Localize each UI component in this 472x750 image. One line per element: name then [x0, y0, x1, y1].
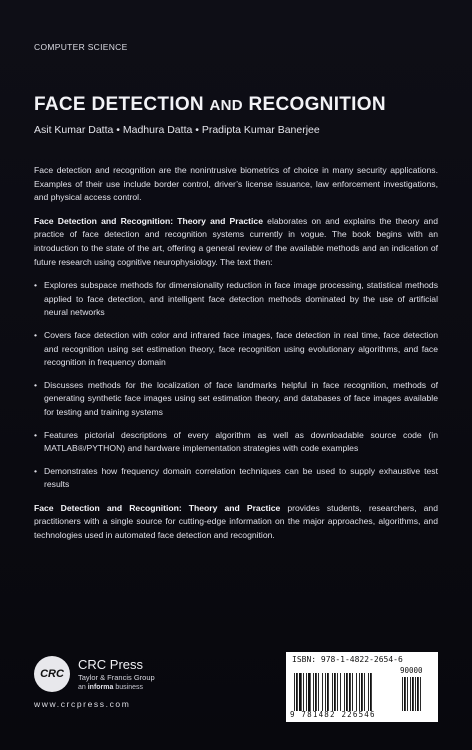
book-title-inline: Face Detection and Recognition: Theory and Practice [34, 215, 263, 226]
barcode-bars-icon [292, 665, 432, 711]
bullet-icon: • [34, 329, 38, 340]
description-body [34, 164, 438, 553]
feature-list [34, 279, 438, 492]
publisher-name: CRC Press [78, 657, 144, 672]
title-part-3: RECOGNITION [242, 94, 386, 115]
barcode-digits: 9 781482 226546 [290, 710, 376, 719]
list-item-text: Discusses methods for the localization of face landmarks helpful in face recognition, methods of generating synthetic face images using set estimation theory, and databases of face images available for testing and training systems [44, 379, 438, 417]
bullet-icon: • [34, 379, 38, 390]
publisher-website-link[interactable]: www.crcpress.com [34, 699, 131, 709]
list-item [34, 329, 438, 370]
business-brand: informa [87, 684, 114, 691]
bullet-icon: • [34, 429, 38, 440]
bullet-icon: • [34, 465, 38, 476]
list-item-text: Covers face detection with color and infrared face images, face detection in real time, face detection and recognition using set estimation theory, face recognition using evolutionary algorithms, and face recognition in frequency domain [44, 329, 438, 368]
business-suffix: business [113, 684, 143, 691]
list-item [34, 429, 438, 456]
overview-paragraph [34, 215, 438, 269]
closing-text: provides students, researchers, and practitioners with a single source for cutting-edge information on the major approaches, algorithms, and technologies used in automated face detection and recognition. [34, 502, 438, 541]
title-part-1: FACE DETECTION [34, 94, 210, 115]
list-item [34, 279, 438, 320]
intro-paragraph: Face detection and recognition are the nonintrusive biometrics of choice in many security applications. Examples of their use include border control, driver’s license issuance, law enforcement investigations, and physical access control. [34, 165, 438, 203]
title-part-2: AND [209, 97, 243, 114]
price-code: 90000 [400, 666, 423, 675]
publisher-group: Taylor & Francis Group [78, 673, 155, 682]
list-item-text: Features pictorial descriptions of every algorithm as well as downloadable source code (in MATLAB®/PYTHON) and hardware implementation strategies with code examples [44, 429, 438, 454]
isbn-text: ISBN: 978-1-4822-2654-6 [292, 655, 403, 664]
bullet-icon: • [34, 280, 38, 291]
business-prefix: an [78, 684, 88, 691]
list-item [34, 465, 438, 492]
category-label: COMPUTER SCIENCE [34, 42, 128, 52]
publisher-business [78, 684, 143, 691]
book-title-inline: Face Detection and Recognition: Theory and Practice [34, 502, 281, 513]
list-item [34, 379, 438, 420]
isbn-barcode [286, 652, 438, 722]
crc-logo-icon: CRC [34, 656, 70, 692]
closing-paragraph [34, 502, 438, 543]
overview-text: elaborates on and explains the theory and practice of face detection and recognition systems currently in vogue. The book begins with an introduction to the state of the art, offering a general review of the available methods and an indication of future research using cognitive neurophysiology. The text then: [34, 215, 438, 267]
authors-line: Asit Kumar Datta • Madhura Datta • Pradipta Kumar Banerjee [34, 124, 320, 136]
list-item-text: Explores subspace methods for dimensionality reduction in face image processing, statistical methods applied to face detection, and intelligent face detection methods dominated by the use of artificial neural networks [44, 280, 438, 318]
book-title [34, 94, 386, 116]
list-item-text: Demonstrates how frequency domain correlation techniques can be used to supply exhaustive test results [44, 465, 438, 490]
